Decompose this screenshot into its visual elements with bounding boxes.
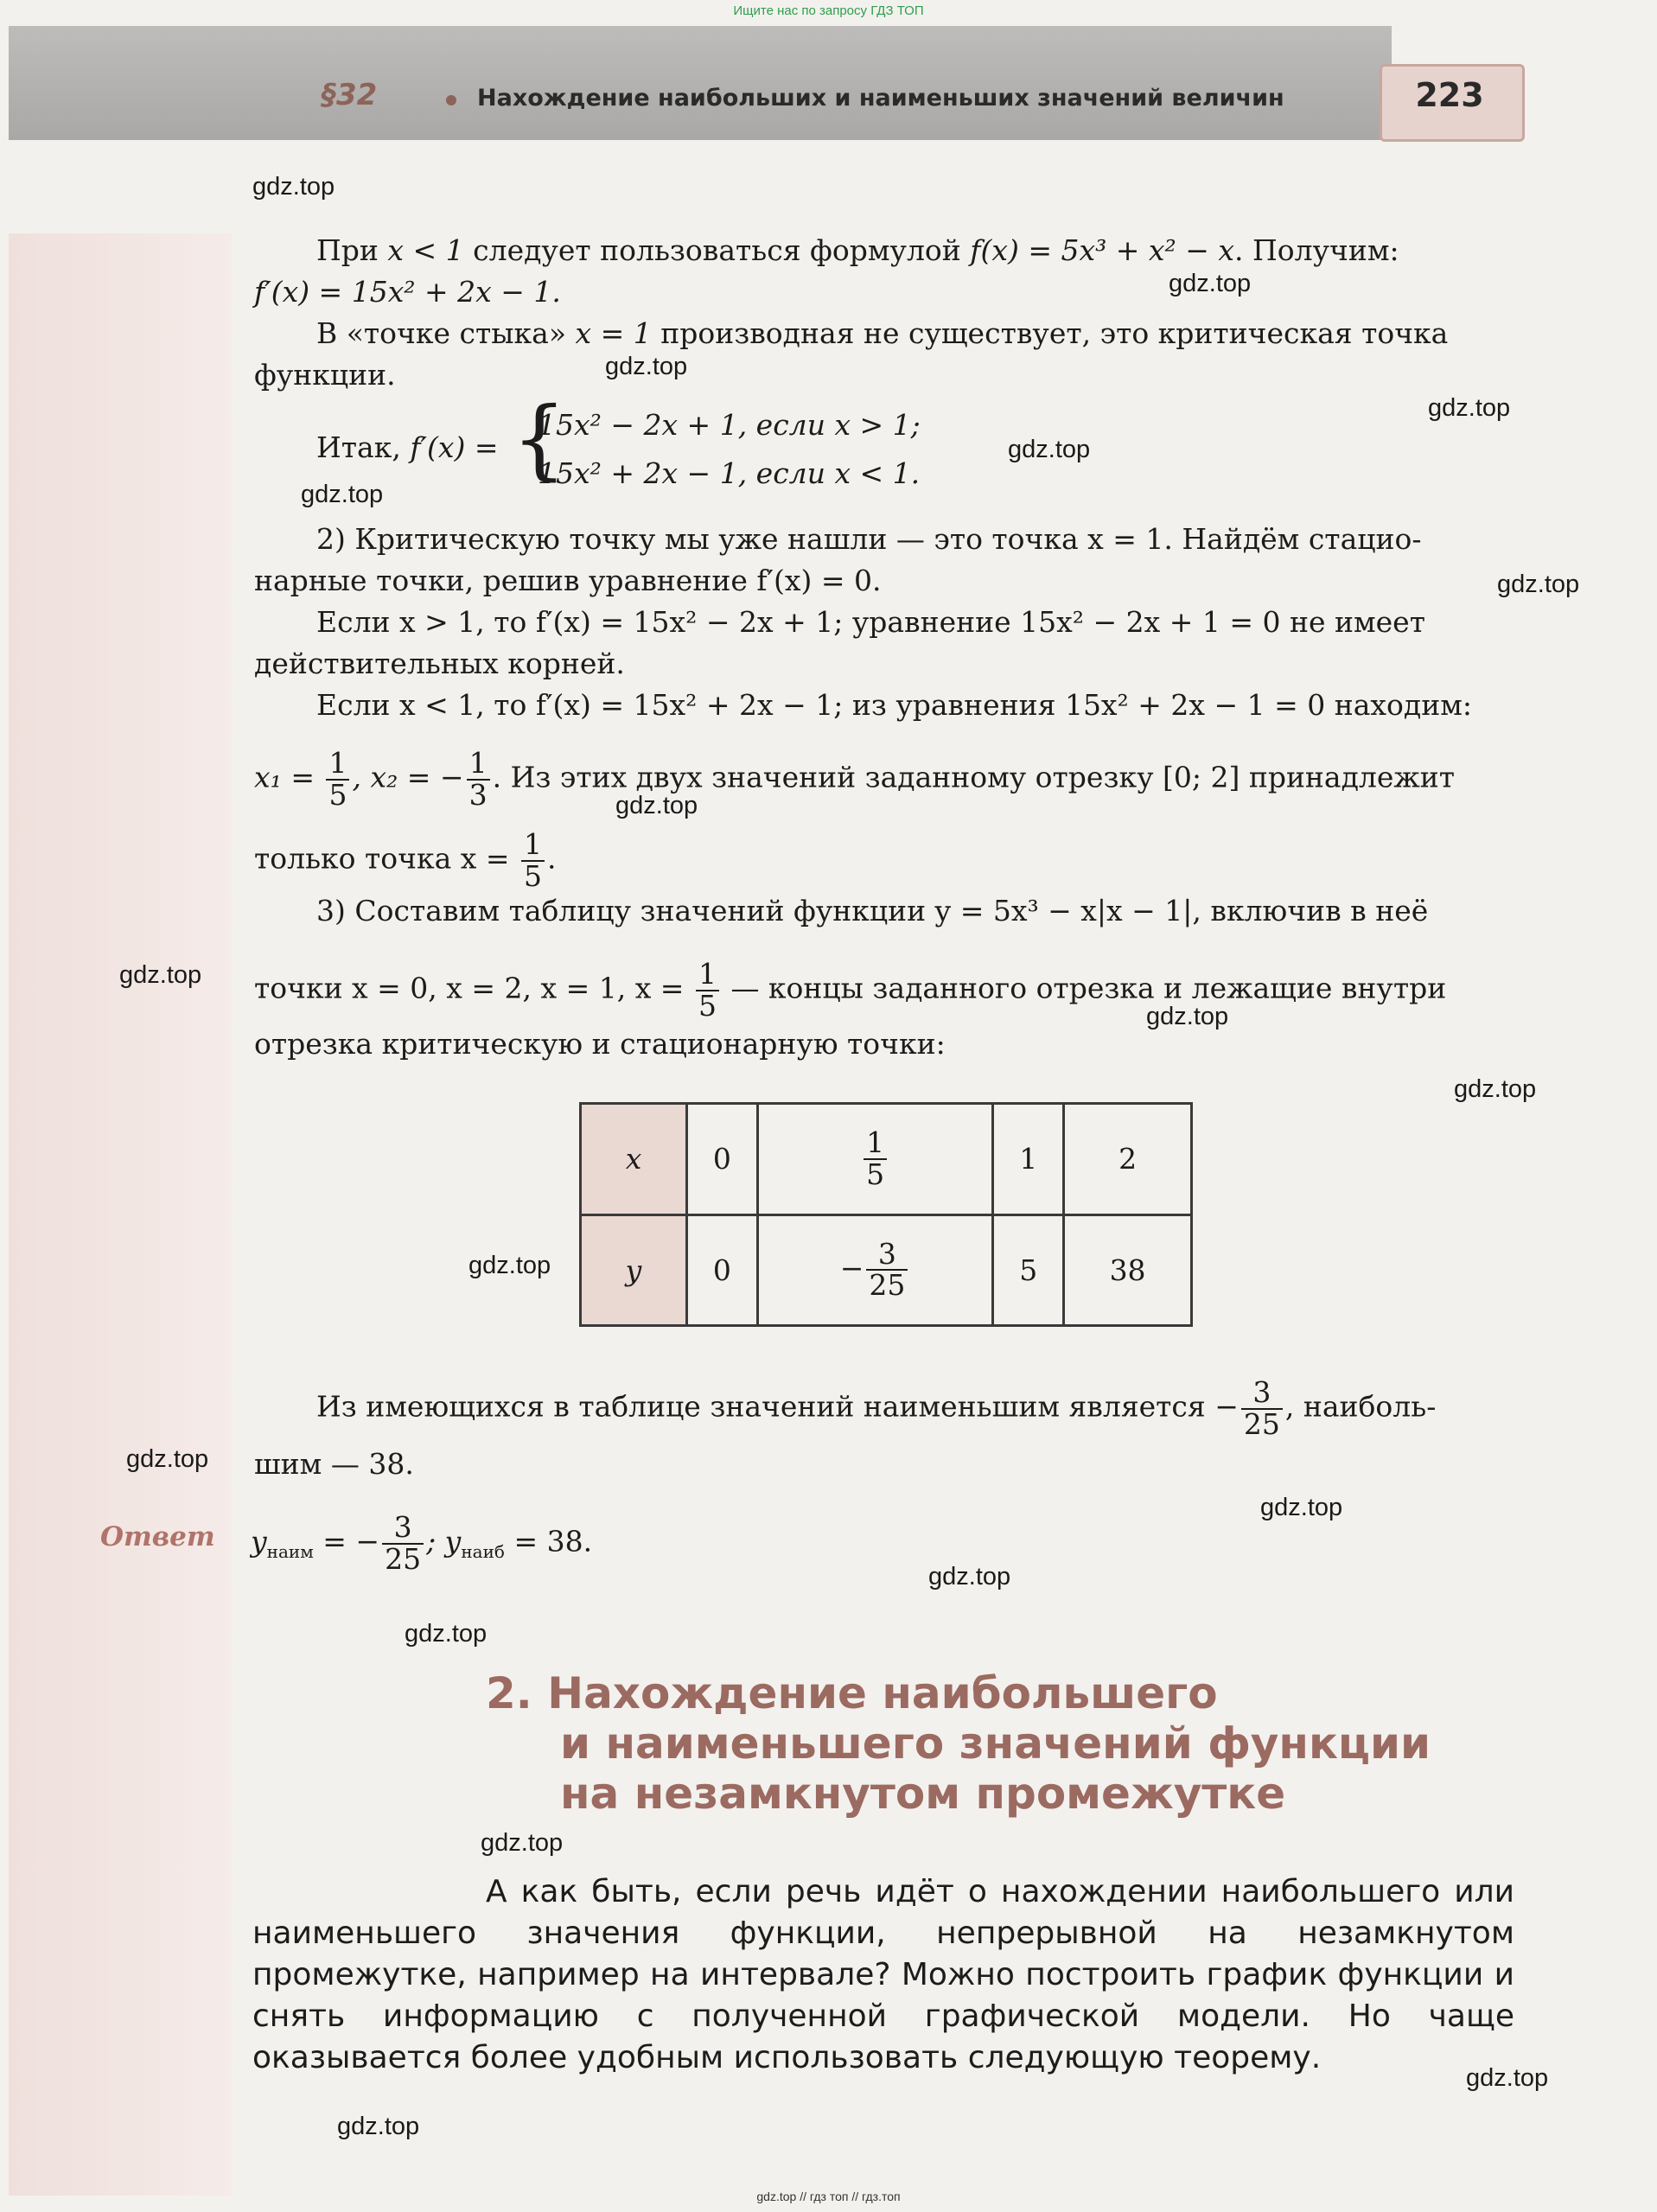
watermark: gdz.top [1454, 1075, 1537, 1103]
watermark: gdz.top [468, 1252, 551, 1279]
text-line: Если x > 1, то f′(x) = 15x² − 2x + 1; уравнение 15x² − 2x + 1 = 0 не имеет [316, 605, 1425, 639]
watermark: gdz.top [1428, 394, 1511, 422]
section-title: Нахождение наибольших и наименьших значений величин [477, 85, 1284, 112]
text-line: только точка x = $\frac{1}{5}$ . [254, 827, 557, 893]
table-row [581, 1104, 1192, 1215]
piecewise-case-1: 15x² − 2x + 1, если x > 1; [538, 408, 921, 442]
bullet-dot-icon [446, 95, 456, 105]
watermark: gdz.top [481, 1829, 564, 1857]
watermark: gdz.top [405, 1620, 488, 1648]
table-cell: 1 [993, 1104, 1064, 1215]
body-paragraph: А как быть, если речь идёт о нахождении наибольшего или наименьшего значения функции, непрерывной на незамкнутом промежутке, например на интервале? Можно построить график функции и снять информацию с полученной графической модели. Но чаще оказывается более удобным использовать следующую теорему. [252, 1874, 1514, 2075]
table-cell: 0 [687, 1104, 758, 1215]
table-cell-fraction: − $\frac{3}{25}$ [757, 1214, 993, 1326]
section-number: §32 [322, 78, 378, 112]
bottom-note: gdz.top // гдз топ // гдз.топ [756, 2190, 901, 2203]
answer-label: Ответ [100, 1521, 215, 1552]
watermark: gdz.top [1497, 571, 1580, 598]
watermark: gdz.top [301, 481, 384, 508]
values-table [579, 1102, 1193, 1327]
piecewise-case-2: 15x² + 2x − 1, если x < 1. [538, 456, 921, 490]
watermark: gdz.top [1260, 1494, 1343, 1521]
watermark: gdz.top [252, 173, 335, 201]
table-cell: 2 [1064, 1104, 1192, 1215]
text-line: 2) Критическую точку мы уже нашли — это точка x = 1. Найдём стацио- [316, 522, 1422, 556]
watermark: gdz.top [615, 792, 698, 819]
text-line: f′(x) = 15x² + 2x − 1. [254, 275, 561, 309]
text-line: Итак, f′(x) = [316, 430, 499, 464]
watermark: gdz.top [337, 2113, 420, 2140]
watermark: gdz.top [1146, 1003, 1229, 1030]
watermark: gdz.top [126, 1445, 209, 1473]
watermark: gdz.top [1008, 436, 1091, 463]
text-line: действительных корней. [254, 647, 625, 680]
table-cell: 0 [687, 1214, 758, 1326]
table-cell: 38 [1064, 1214, 1192, 1326]
subheading-line-3: на незамкнутом промежутке [560, 1769, 1286, 1819]
text-line: отрезка критическую и стационарную точки: [254, 1027, 946, 1061]
text-line: функции. [254, 358, 396, 392]
subheading-line-1: 2. Нахождение наибольшего [486, 1668, 1218, 1718]
watermark: gdz.top [605, 353, 688, 380]
watermark: gdz.top [119, 961, 202, 989]
text-line: Если x < 1, то f′(x) = 15x² + 2x − 1; из уравнения 15x² + 2x − 1 = 0 находим: [316, 688, 1472, 722]
text-line: При x < 1 следует пользоваться формулой f(x) = 5x³ + x² − x. Получим: [316, 233, 1399, 267]
text-line: x₁ = $\frac{1}{5}$ , x₂ = − $\frac{1}{3}$ . Из этих двух значений заданному отрезку [0; 2] принадлежит [254, 746, 1456, 812]
table-row [581, 1214, 1192, 1326]
text-line: шим — 38. [254, 1447, 414, 1481]
table-cell: 5 [993, 1214, 1064, 1326]
table-header-x: x [581, 1104, 687, 1215]
watermark: gdz.top [1169, 270, 1252, 297]
top-note: Ищите нас по запросу ГДЗ ТОП [733, 3, 924, 18]
margin-band [9, 233, 232, 2196]
table-header-y: y [581, 1214, 687, 1326]
text-line: Из имеющихся в таблице значений наименьшим является − $\frac{3}{25}$ , наиболь- [316, 1375, 1437, 1441]
header-bar [9, 26, 1392, 140]
text-line: точки x = 0, x = 2, x = 1, x = $\frac{1}{5}$ — концы заданного отрезка и лежащие внутри [254, 957, 1447, 1023]
watermark: gdz.top [1466, 2064, 1549, 2092]
table-cell-fraction: $\frac{1}{5}$ [757, 1104, 993, 1215]
subheading-line-2: и наименьшего значений функции [560, 1718, 1431, 1769]
text-line: нарные точки, решив уравнение f′(x) = 0. [254, 564, 882, 597]
watermark: gdz.top [928, 1563, 1011, 1590]
page-number: 223 [1415, 76, 1484, 114]
text-line: 3) Составим таблицу значений функции y = 5x³ − x|x − 1|, включив в неё [316, 894, 1429, 928]
answer-text: $y_{наим}$ = − $\frac{3}{25}$ ; $y_{наиб} = 38$. [251, 1510, 593, 1576]
piecewise-brace: { [512, 388, 567, 489]
text-line: В «точке стыка» x = 1 производная не существует, это критическая точка [316, 316, 1449, 350]
